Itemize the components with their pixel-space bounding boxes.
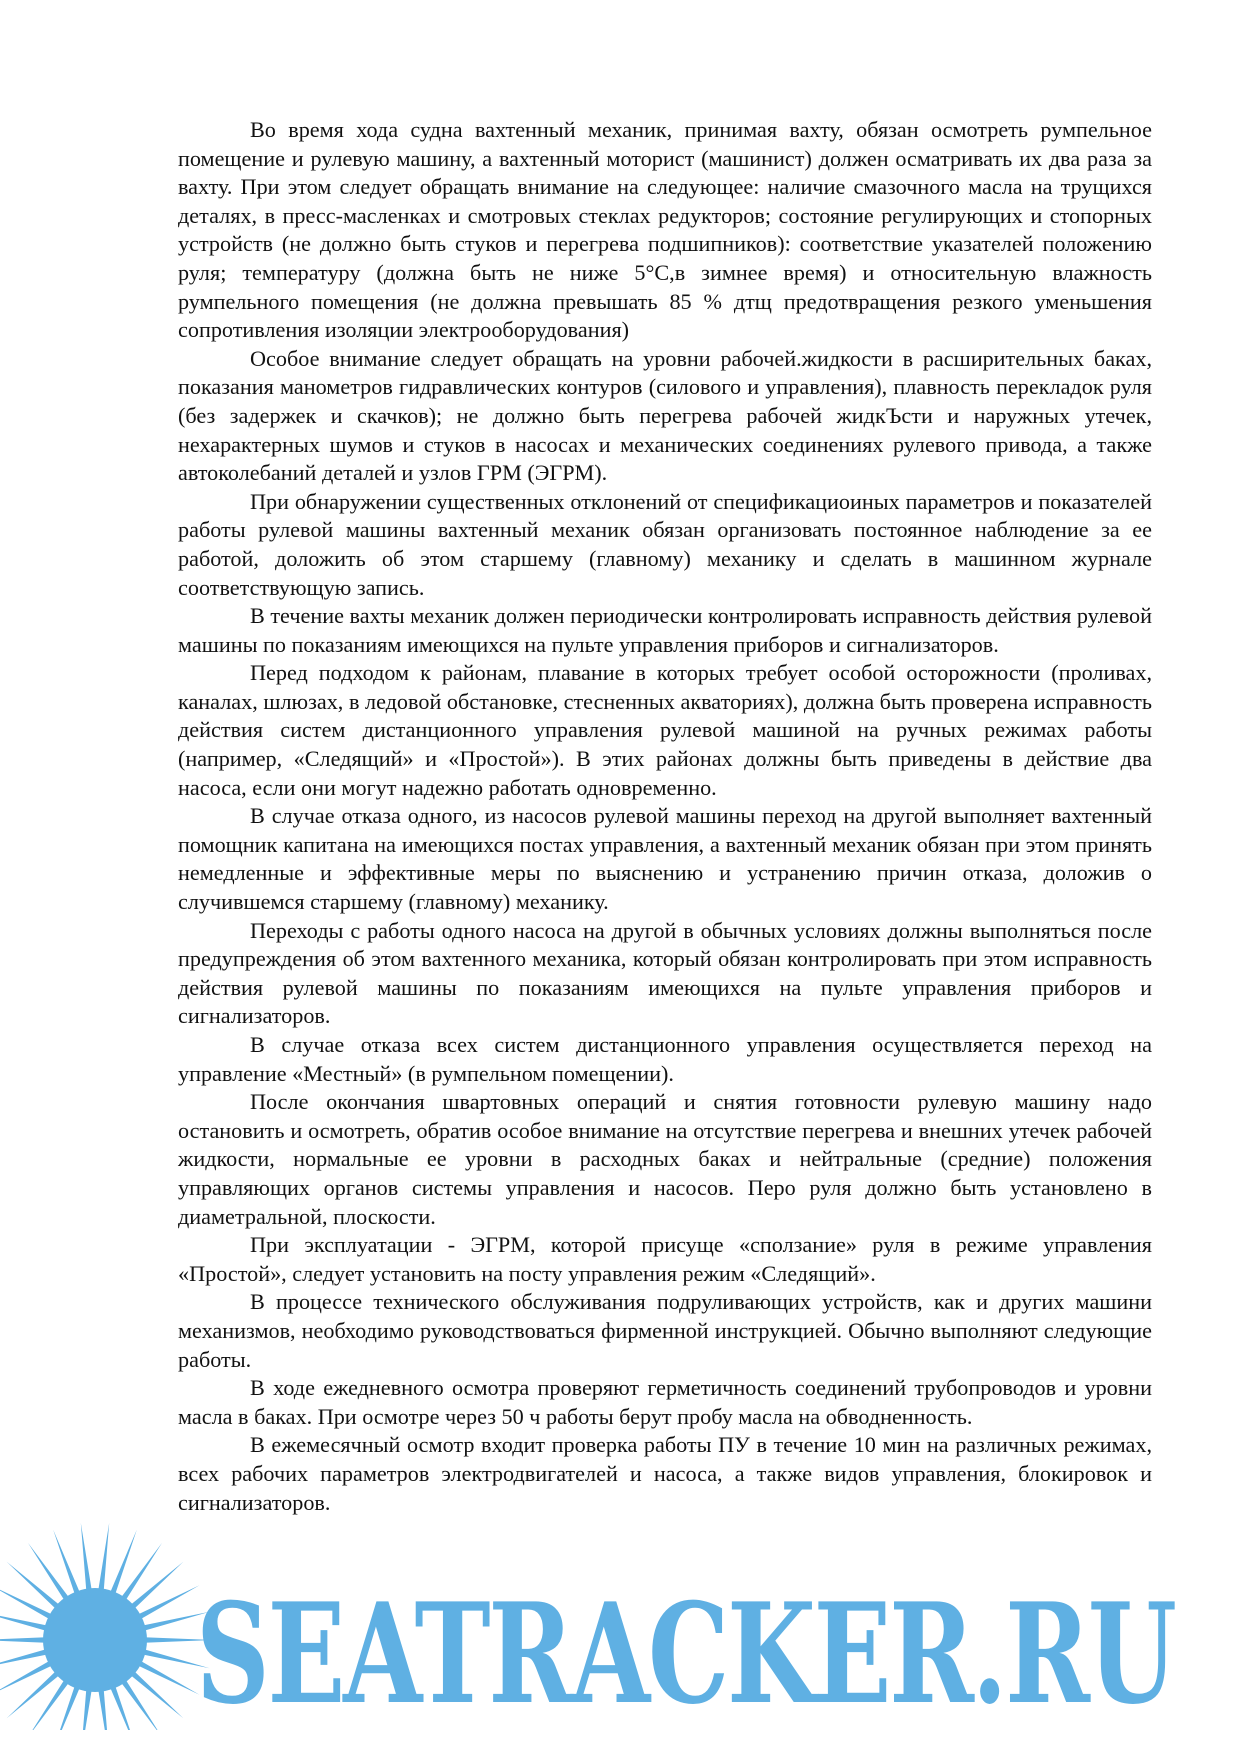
watermark-text: SEATRACKER.RU bbox=[196, 1572, 1175, 1735]
paragraph-3: При обнаружении существенных отклонений от спецификациоиных параметров и показателей работы рулевой машины вахтенный механик обязан организовать постоянное наблюдение за ее работой, доложить об этом старшему (главному) механику и сделать в машинном журнале соответствующую запись. bbox=[178, 488, 1152, 600]
paragraph-12: В ходе ежедневного осмотра проверяют герметичность соединений трубопроводов и уровни масла в баках. При осмотре через 50 ч работы берут пробу масла на обводненность. bbox=[178, 1375, 1152, 1429]
document-body bbox=[178, 116, 1152, 1517]
paragraph-7: Переходы с работы одного насоса на другой в обычных условиях должны выполняться после предупреждения об этом вахтенного механика, который обязан контролировать при этом исправность действия рулевой машины по показаниям имеющихся на пульте управления приборов и сигнализаторов. bbox=[178, 917, 1152, 1029]
paragraph-11: В процессе технического обслуживания подруливающих устройств, как и других машини механизмов, необходимо руководствоваться фирменной инструкцией. Обычно выполняют следующие работы. bbox=[178, 1289, 1152, 1372]
paragraph-9: После окончания швартовных операций и снятия готовности рулевую машину надо остановить и осмотреть, обратив особое внимание на отсутствие перегрева и внешних утечек рабочей жидкости, нормальные ее уровни в расходных баках и нейтральные (средние) положения управляющих органов системы управления и насосов. Перо руля должно быть установлено в диаметральной, плоскости. bbox=[178, 1089, 1152, 1229]
sun-core bbox=[43, 1588, 147, 1692]
paragraph-10: При эксплуатации - ЭГРМ, которой присуще «сползание» руля в режиме управления «Простой», следует установить на посту управления режим «Следящий». bbox=[178, 1232, 1152, 1286]
paragraph-13: В ежемесячный осмотр входит проверка работы ПУ в течение 10 мин на различных режимах, всех рабочих параметров электродвигателей и насоса, а также видов управления, блокировок и сигнализаторов. bbox=[178, 1432, 1152, 1515]
paragraph-5: Перед подходом к районам, плавание в которых требует особой осторожности (проливах, каналах, шлюзах, в ледовой обстановке, стесненных акваториях), должна быть проверена исправность действия систем дистанционного управления рулевой машиной на ручных режимах работы (например, «Следящий» и «Простой»). В этих районах должны быть приведены в действие два насоса, если они могут надежно работать одновременно. bbox=[178, 660, 1152, 800]
paragraph-4: В течение вахты механик должен периодически контролировать исправность действия рулевой машины по показаниям имеющихся на пульте управления приборов и сигнализаторов. bbox=[178, 603, 1152, 657]
paragraph-8: В случае отказа всех систем дистанционного управления осуществляется переход на управление «Местный» (в румпельном помещении). bbox=[178, 1032, 1152, 1086]
paragraph-1: Во время хода судна вахтенный механик, принимая вахту, обязан осмотреть румпельное помещение и рулевую машину, а вахтенный моторист (машинист) должен осматривать их два раза за вахту. При этом следует обращать внимание на следующее: наличие смазочного масла на трущихся деталях, в пресс-масленках и смотровых стеклах редукторов; состояние регулирующих и стопорных устройств (не должно быть стуков и перегрева подшипников): соответствие указателей положению руля; температуру (должна быть не ниже 5°С,в зимнее время) и относительную влажность румпельного помещения (не должна превышать 85 % дтщ предотвращения резкого уменьшения сопротивления изоляции электрооборудования) bbox=[178, 117, 1152, 343]
paragraph-6: В случае отказа одного, из насосов рулевой машины переход на другой выполняет вахтенный помощник капитана на имеющихся постах управления, а вахтенный механик обязан при этом принять немедленные и эффективные меры по выяснению и устранению причин отказа, доложив о случившемся старшему (главному) механику. bbox=[178, 803, 1152, 915]
sun-icon bbox=[0, 1523, 213, 1730]
paragraph-2: Особое внимание следует обращать на уровни рабочей.жидкости в расширительных баках, показания манометров гидравлических контуров (силового и управления), плавность перекладок руля (без задержек и скачков); не должно быть перегрева рабочей жидкЪсти и наружных утечек, нехарактерных шумов и стуков в насосах и механических соединениях рулевого привода, а также автоколебаний деталей и узлов ГРМ (ЭГРМ). bbox=[178, 345, 1152, 486]
